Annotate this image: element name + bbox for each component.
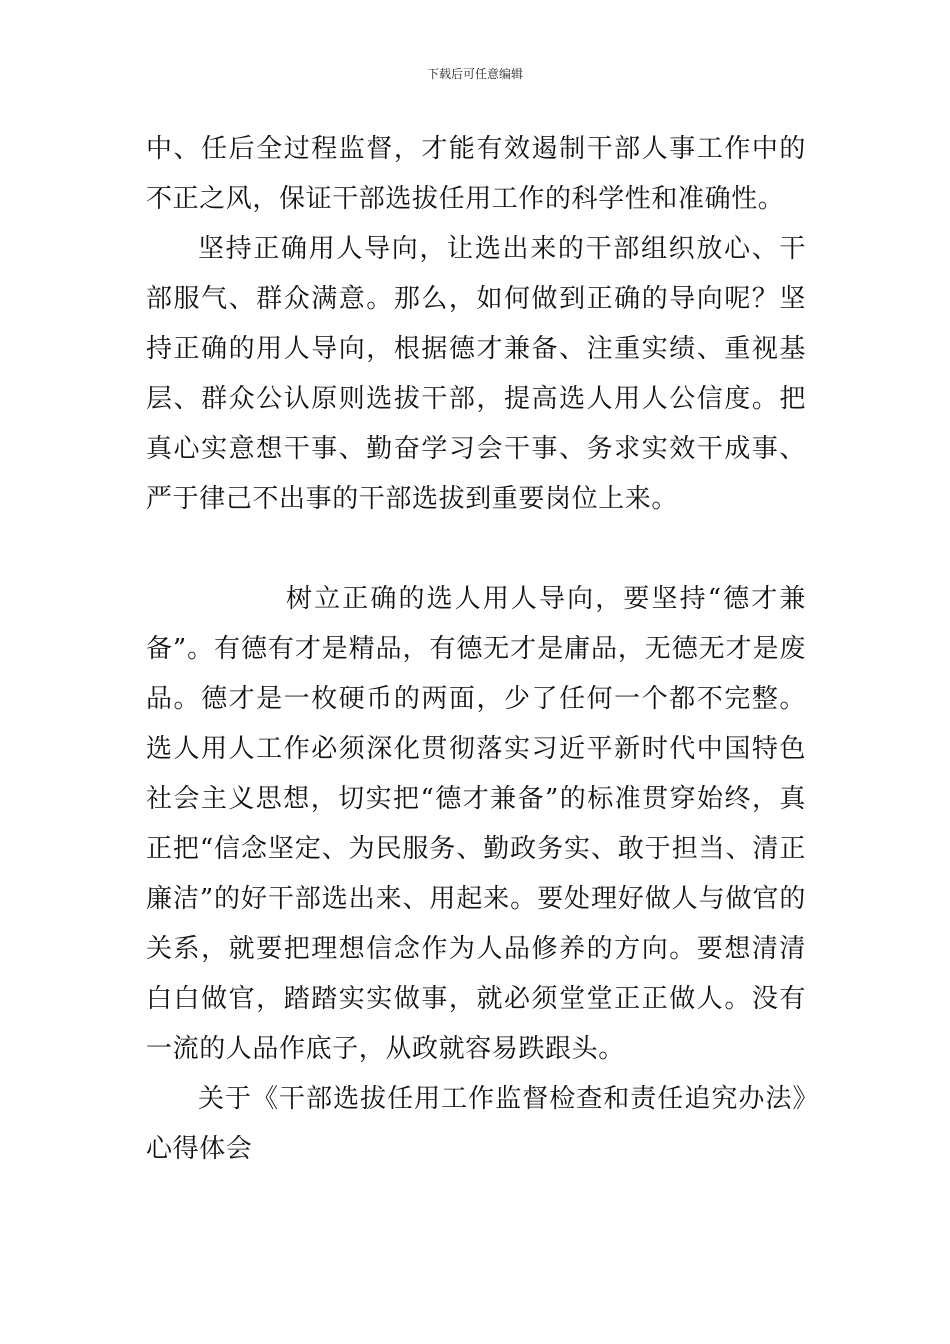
- paragraph-virtue-talent: 树立正确的选人用人导向，要坚持“德才兼备”。有德有才是精品，有德无才是庸品，无德无才是废品。德才是一枚硬币的两面，少了任何一个都不完整。选人用人工作必须深化贯彻落实习近平新时代中国特色社会主义思想，切实把“德才兼备”的标准贯穿始终，真正把“信念坚定、为民服务、勤政务实、敢于担当、清正廉洁”的好干部选出来、用起来。要处理好做人与做官的关系，就要把理想信念作为人品修养的方向。要想清清白白做官，踏踏实实做事，就必须堂堂正正做人。没有一流的人品作底子，从政就容易跌跟头。: [146, 584, 806, 1064]
- section-title: 关于《干部选拔任用工作监督检查和责任追究办法》心得体会: [146, 1084, 806, 1164]
- paragraph-correct-guidance: 坚持正确用人导向，让选出来的干部组织放心、干部服气、群众满意。那么，如何做到正确的导向呢？坚持正确的用人导向，根据德才兼备、注重实绩、重视基层、群众公认原则选拔干部，提高选人用人公信度。把真心实意想干事、勤奋学习会干事、务求实效干成事、严于律己不出事的干部选拔到重要岗位上来。: [146, 234, 806, 514]
- paragraph-continuation: 中、任后全过程监督，才能有效遏制干部人事工作中的不正之风，保证干部选拔任用工作的科学性和准确性。: [146, 134, 806, 214]
- page-header-note: 下载后可任意编辑: [426, 67, 523, 81]
